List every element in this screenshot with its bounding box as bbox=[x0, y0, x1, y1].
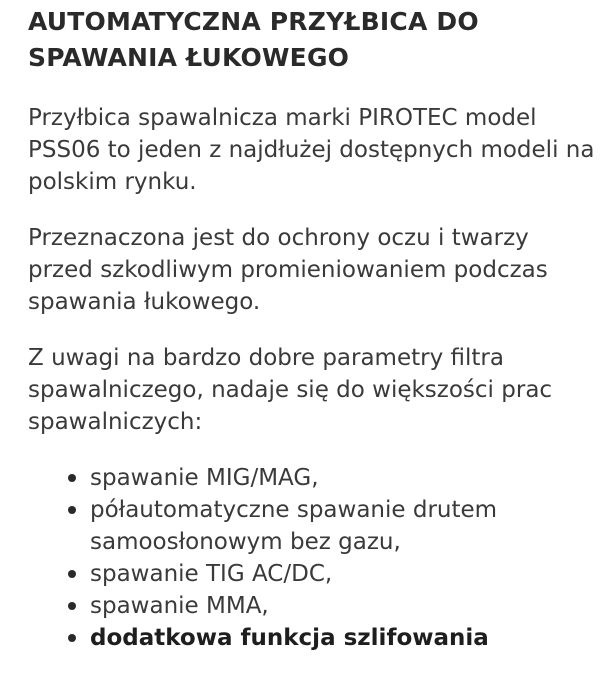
intro-paragraph: Przyłbica spawalnicza marki PIROTEC model PSS06 to jeden z najdłużej dostępnych modeli na polskim rynku. bbox=[28, 105, 595, 195]
list-item bbox=[68, 622, 600, 654]
bullet-icon bbox=[68, 474, 76, 482]
bullet-icon bbox=[68, 506, 76, 514]
list-item bbox=[68, 590, 600, 622]
article bbox=[28, 4, 600, 654]
list-item bbox=[68, 558, 600, 590]
list-item-text: spawanie MMA, bbox=[90, 593, 269, 619]
list-item bbox=[68, 462, 600, 494]
list-item-text: półautomatyczne spawanie drutem samoosłonowym bez gazu, bbox=[90, 497, 498, 555]
purpose-paragraph: Przeznaczona jest do ochrony oczu i twarzy przed szkodliwym promieniowaniem podczas spawania łukowego. bbox=[28, 225, 548, 315]
bullet-icon bbox=[68, 602, 76, 610]
list-item-text: spawanie TIG AC/DC, bbox=[90, 561, 333, 587]
bullet-icon bbox=[68, 570, 76, 578]
heading-line-2: SPAWANIA ŁUKOWEGO bbox=[28, 43, 350, 72]
bullet-icon bbox=[68, 634, 76, 642]
list-item-text: spawanie MIG/MAG, bbox=[90, 465, 319, 491]
article-heading bbox=[28, 4, 600, 76]
heading-line-1: AUTOMATYCZNA PRZYŁBICA DO bbox=[28, 7, 479, 36]
list-item-text: dodatkowa funkcja szlifowania bbox=[90, 625, 489, 651]
usage-paragraph: Z uwagi na bardzo dobre parametry filtra spawalniczego, nadaje się do większości prac spawalniczych: bbox=[28, 345, 553, 435]
list-item bbox=[68, 494, 600, 558]
welding-types-list bbox=[28, 462, 600, 654]
